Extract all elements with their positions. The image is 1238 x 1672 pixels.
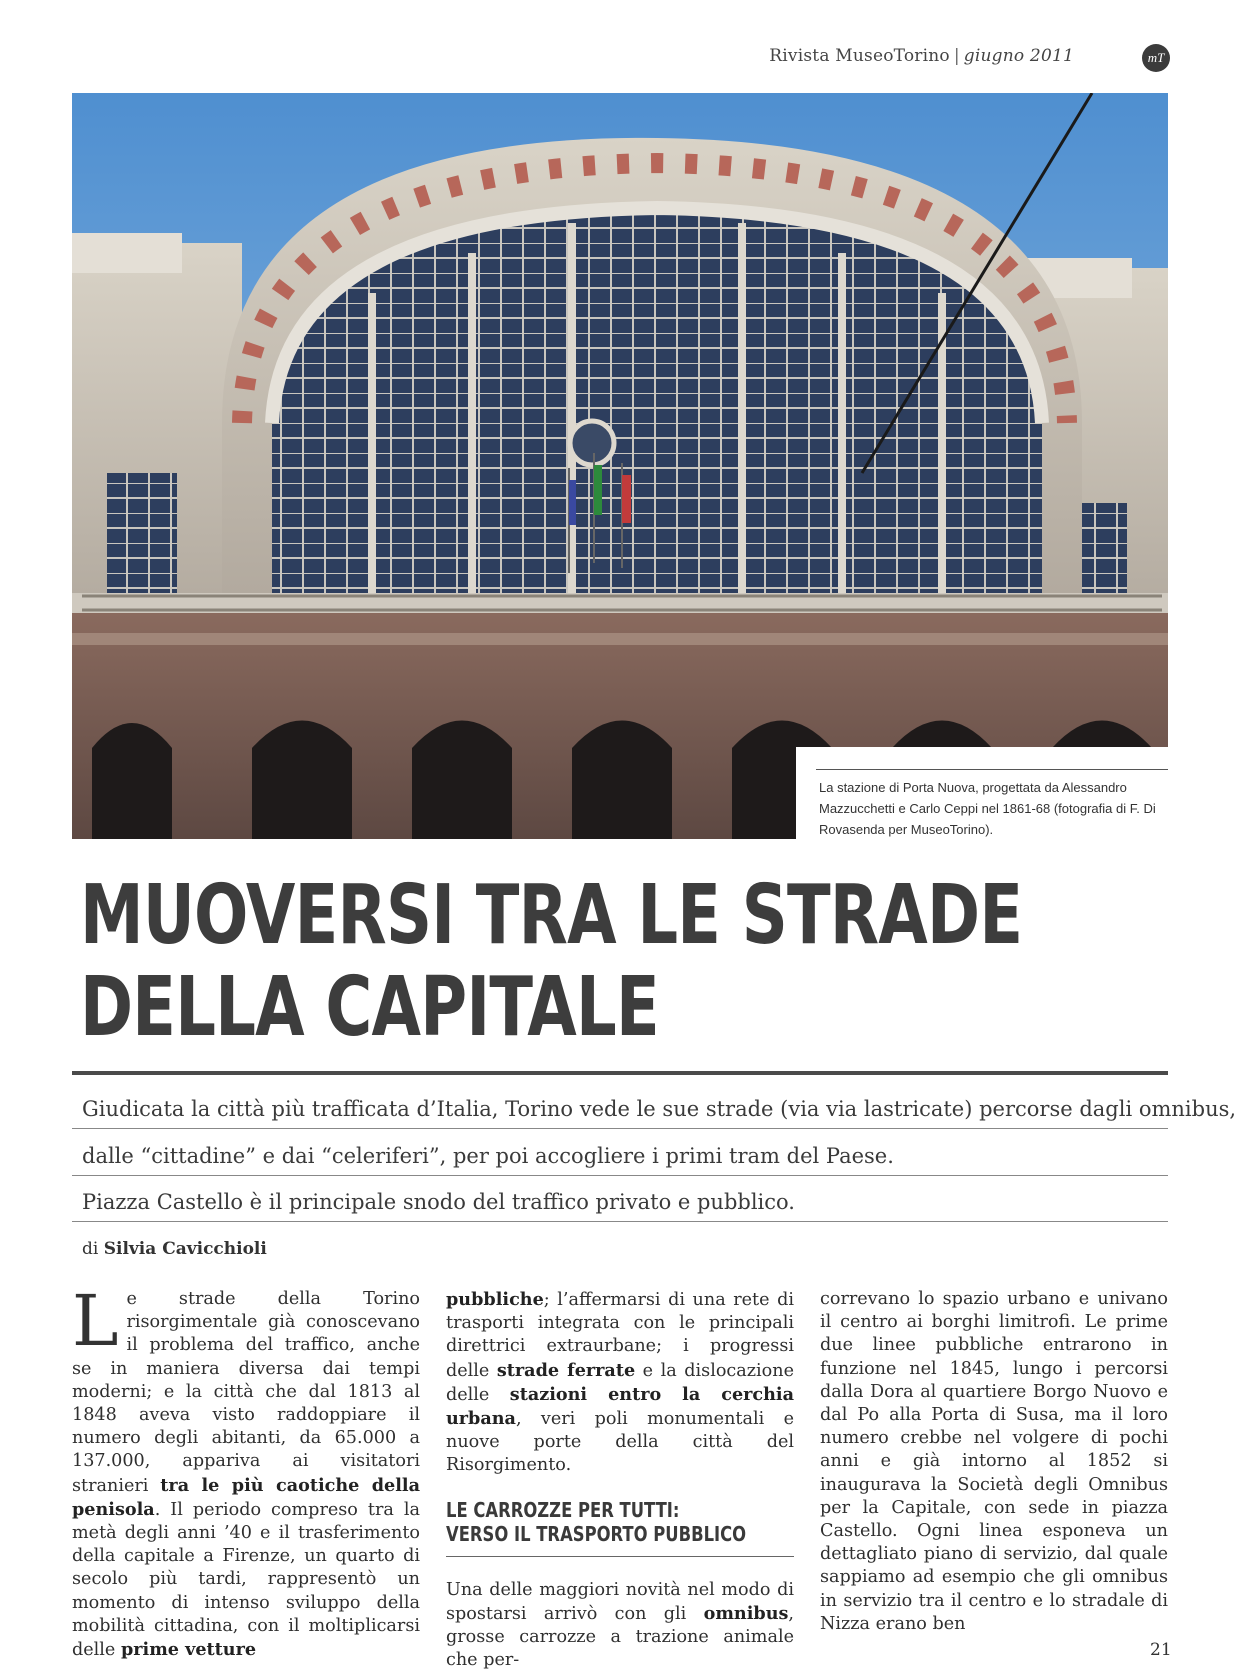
emphasis: tra le più caotiche della penisola	[72, 1474, 421, 1520]
article-column-2	[446, 1288, 794, 1672]
subheading-line-2: VERSO IL TRASPORTO PUBBLICO	[446, 1521, 747, 1546]
photo-caption: La stazione di Porta Nuova, progettata da Alessandro Mazzucchetti e Carlo Ceppi nel 1861-68 (fotografia di F. Di Rovasenda per MuseoTorino).	[819, 780, 1156, 837]
title-line-1: MUOVERSI TRA LE STRADE	[80, 868, 1023, 963]
column-2-paragraph	[446, 1288, 794, 1478]
lead-rule-3	[72, 1221, 1168, 1222]
article-column-3	[820, 1288, 1168, 1636]
masthead-separator: |	[953, 46, 960, 66]
caption-rule	[816, 769, 1168, 770]
column-1-paragraph	[72, 1280, 421, 1662]
masthead	[769, 46, 1074, 66]
issue-date: giugno 2011	[963, 46, 1074, 66]
author-name: Silvia Cavicchioli	[103, 1239, 267, 1259]
emphasis: pubbliche	[446, 1289, 544, 1310]
text-run: . Il periodo compreso tra la metà degli anni ’40 e il trasferimento della capitale a Firenze, un quarto di secolo più tardi, rappresentò un momento di intenso sviluppo della mobilità cittadina, con il moltiplicarsi delle	[72, 1499, 420, 1661]
lead-line-1: Giudicata la città più trafficata d’Italia, Torino vede le sue strade (via via lastricate) percorse dagli omnibus,	[82, 1097, 1237, 1121]
drop-cap: L	[72, 1280, 119, 1362]
byline	[82, 1239, 267, 1259]
subheading-line-1: LE CARROZZE PER TUTTI:	[446, 1497, 680, 1522]
emphasis: prime vetture	[120, 1639, 257, 1661]
lead-rule-1	[72, 1128, 1168, 1129]
text-run: , veri poli monumentali e nuove porte della città del Risorgimento.	[446, 1409, 794, 1476]
text-run: ; l’affermarsi di una rete di trasporti integrata con le principali direttrici extraurbane; i progressi delle	[446, 1290, 794, 1381]
byline-prefix: di	[82, 1239, 99, 1259]
text-run: e la dislocazione delle	[446, 1360, 794, 1405]
subheading-rule	[446, 1556, 794, 1557]
article-title	[80, 868, 1023, 1055]
title-rule	[72, 1071, 1168, 1075]
lead-rule-2	[72, 1175, 1168, 1176]
article-column-1	[72, 1280, 421, 1662]
lead-line-3: Piazza Castello è il principale snodo del traffico privato e pubblico.	[82, 1190, 795, 1214]
emphasis: stazioni entro la cerchia urbana	[446, 1383, 795, 1430]
station-photo	[72, 93, 1168, 839]
magazine-name: Rivista MuseoTorino	[769, 46, 950, 66]
page-number: 21	[1150, 1640, 1172, 1660]
column-3-paragraph: correvano lo spazio urbano e univano il centro ai borghi limitrofi. Le prime due linee pubbliche entrarono in funzione nel 1845, lungo i percorsi dalla Dora al quartiere Borgo Nuovo e dal Po alla Porta di Susa, ma il loro numero crebbe nel volgere di pochi anni e già intorno al 1852 si inaugurava la Società degli Omnibus per la Capitale, con sede in piazza Castello. Ogni linea esponeva un dettagliato piano di servizio, dal quale sappiamo ad esempio che gli omnibus in servizio tra il centro e lo stradale di Nizza erano ben	[820, 1289, 1168, 1634]
magazine-logo-icon: mT	[1142, 44, 1170, 72]
text-run: e strade della Torino risorgimentale già conoscevano il problema del traffico, anche se in maniera diversa dai tempi moderni; e la città che dal 1813 al 1848 aveva visto raddoppiare il numero degli abitanti, da 65.000 a 137.000, appariva ai visitatori stranieri	[72, 1289, 420, 1496]
emphasis: strade ferrate	[496, 1359, 636, 1381]
title-line-2: DELLA CAPITALE	[80, 960, 659, 1055]
emphasis: omnibus	[703, 1602, 789, 1624]
lead-line-2: dalle “cittadine” e dai “celeriferi”, per poi accogliere i primi tram del Paese.	[82, 1144, 894, 1168]
column-2-paragraph-2	[446, 1579, 794, 1672]
text-run: Una delle maggiori novità nel modo di spostarsi arrivò con gli	[446, 1579, 794, 1624]
section-subheading	[446, 1497, 747, 1546]
text-run: , grosse carrozze a trazione animale che per-	[446, 1603, 794, 1671]
